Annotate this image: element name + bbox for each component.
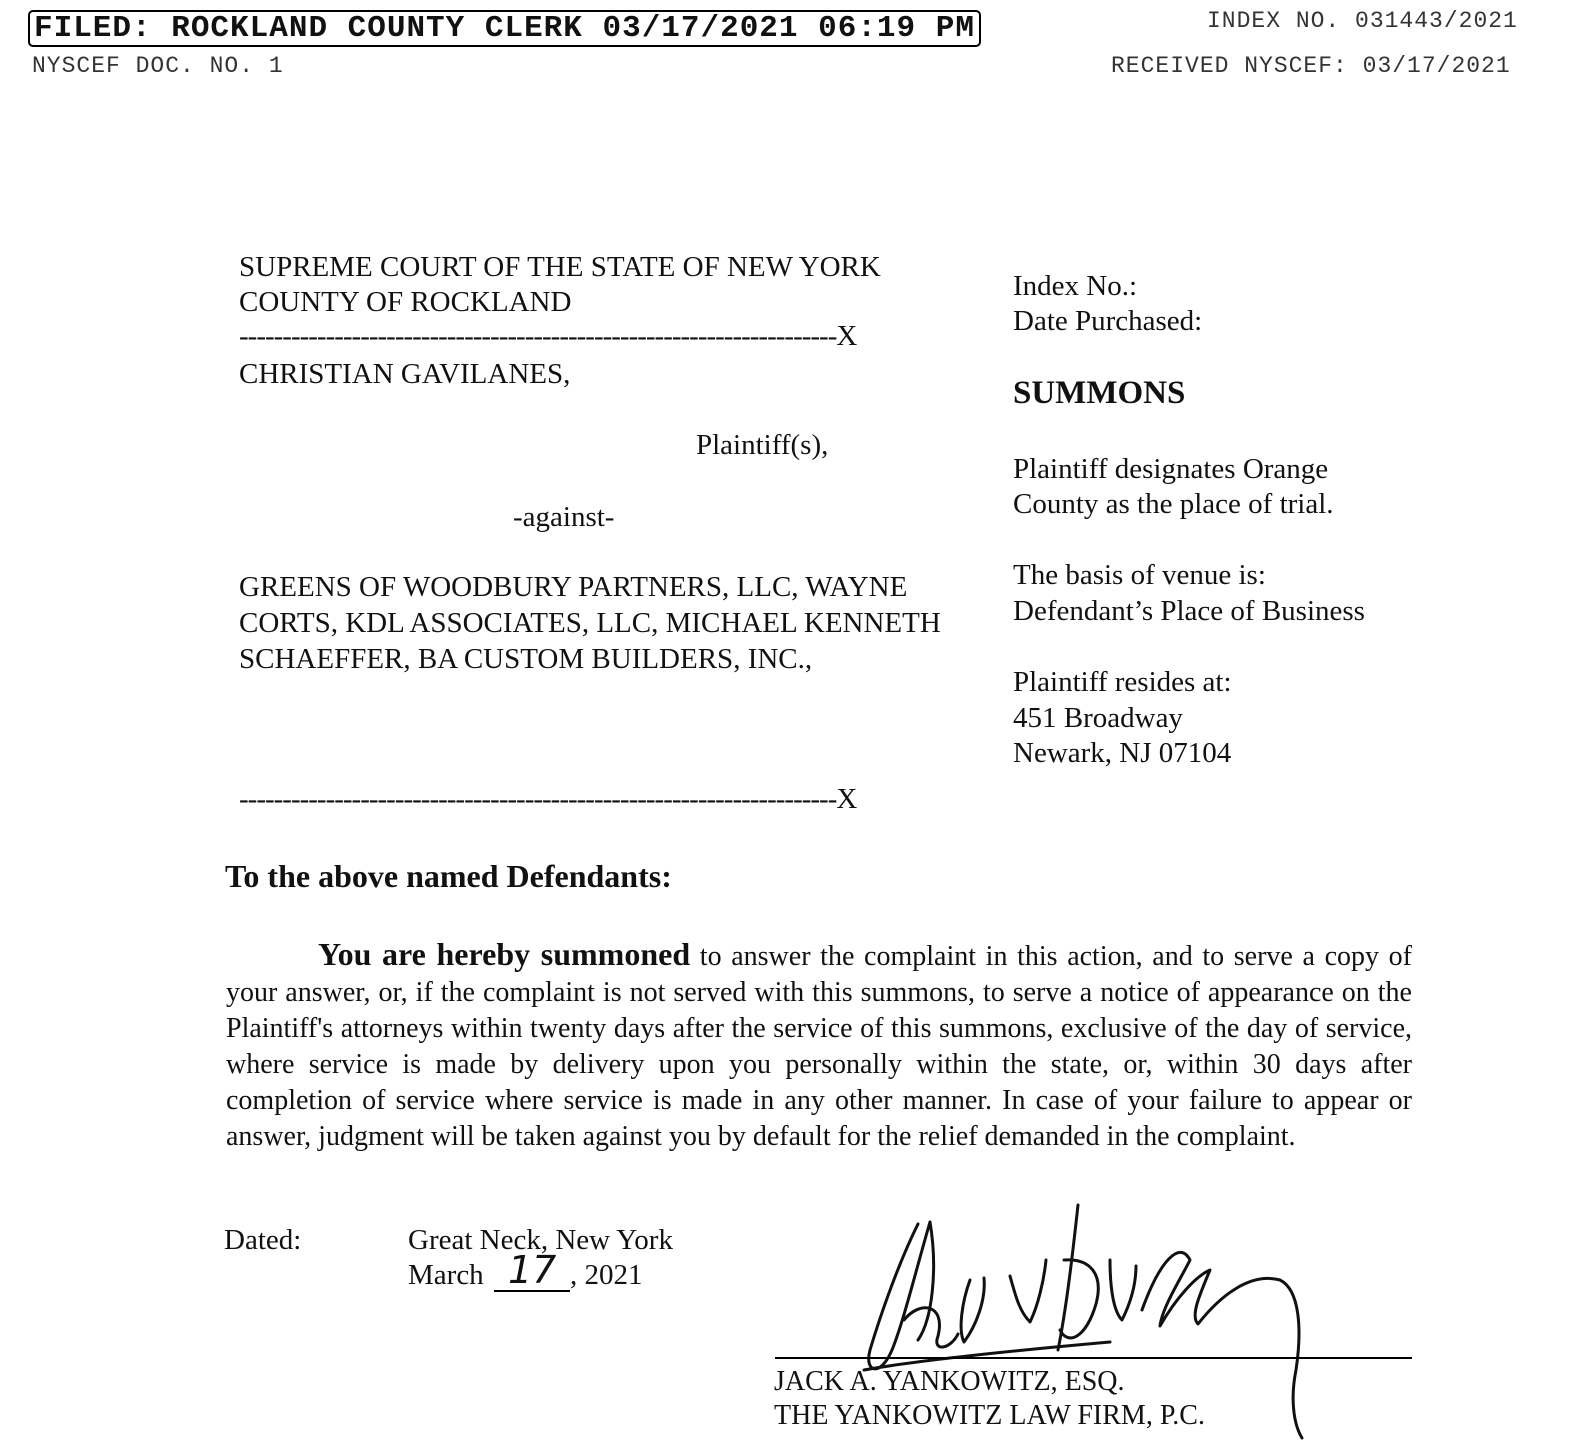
plaintiff-residence-label: Plaintiff resides at: (1013, 666, 1232, 698)
plaintiff-address-street: 451 Broadway (1013, 702, 1183, 734)
venue-basis-value: Defendant’s Place of Business (1013, 595, 1365, 627)
index-number: INDEX NO. 031443/2021 (1207, 8, 1518, 34)
venue-basis-label: The basis of venue is: (1013, 559, 1266, 591)
plaintiff-address-city: Newark, NJ 07104 (1013, 737, 1232, 769)
against-label: -against- (513, 501, 615, 533)
dated-day-handwritten: 17 (508, 1248, 557, 1292)
summons-lead-text: You are hereby summoned (318, 936, 691, 972)
dated-month: March (408, 1259, 484, 1291)
attorney-name: JACK A. YANKOWITZ, ESQ. (774, 1366, 1125, 1397)
summons-body-text: to answer the complaint in this action, and to serve a copy of your answer, or, if the complaint is not served with this summons, to serve a notice of appearance on the Plaintiff's attorneys within twenty days after the service of this summons, exclusive of the day of service, where service is made by delivery upon you personally within the state, or, within 30 days after completion of service where service is made in any other manner. In case of your failure to appear or answer, judgment will be taken against you by default for the relief demanded in the complaint. (226, 941, 1413, 1152)
plaintiff-role: Plaintiff(s), (696, 429, 829, 461)
received-date: RECEIVED NYSCEF: 03/17/2021 (1111, 53, 1511, 79)
summons-title: SUMMONS (1013, 375, 1186, 411)
caption-divider-top: ---------------------------------------------------------------------X (239, 320, 857, 352)
salutation-heading: To the above named Defendants: (225, 858, 672, 894)
plaintiff-name: CHRISTIAN GAVILANES, (239, 358, 571, 390)
defendants-line-3: SCHAEFFER, BA CUSTOM BUILDERS, INC., (239, 643, 813, 675)
summons-paragraph (226, 936, 1412, 1155)
law-firm-name: THE YANKOWITZ LAW FIRM, P.C. (774, 1400, 1205, 1431)
signature-line (775, 1357, 1412, 1359)
defendants-line-2: CORTS, KDL ASSOCIATES, LLC, MICHAEL KENNETH (239, 607, 941, 639)
trial-designation-line-2: County as the place of trial. (1013, 488, 1334, 520)
trial-designation-line-1: Plaintiff designates Orange (1013, 453, 1329, 485)
nyscef-doc-number: NYSCEF DOC. NO. 1 (32, 53, 284, 79)
dated-year: , 2021 (570, 1259, 643, 1291)
defendants-line-1: GREENS OF WOODBURY PARTNERS, LLC, WAYNE (239, 571, 908, 603)
date-purchased-label: Date Purchased: (1013, 305, 1203, 337)
court-county: COUNTY OF ROCKLAND (239, 286, 572, 318)
filed-stamp: FILED: ROCKLAND COUNTY CLERK 03/17/2021 06:19 PM (28, 10, 981, 47)
dated-place: Great Neck, New York (408, 1224, 673, 1256)
index-no-label: Index No.: (1013, 270, 1138, 302)
dated-day-underline (494, 1290, 570, 1292)
caption-divider-bottom: ---------------------------------------------------------------------X (239, 783, 857, 815)
court-name: SUPREME COURT OF THE STATE OF NEW YORK (239, 251, 881, 283)
dated-label: Dated: (224, 1224, 302, 1256)
